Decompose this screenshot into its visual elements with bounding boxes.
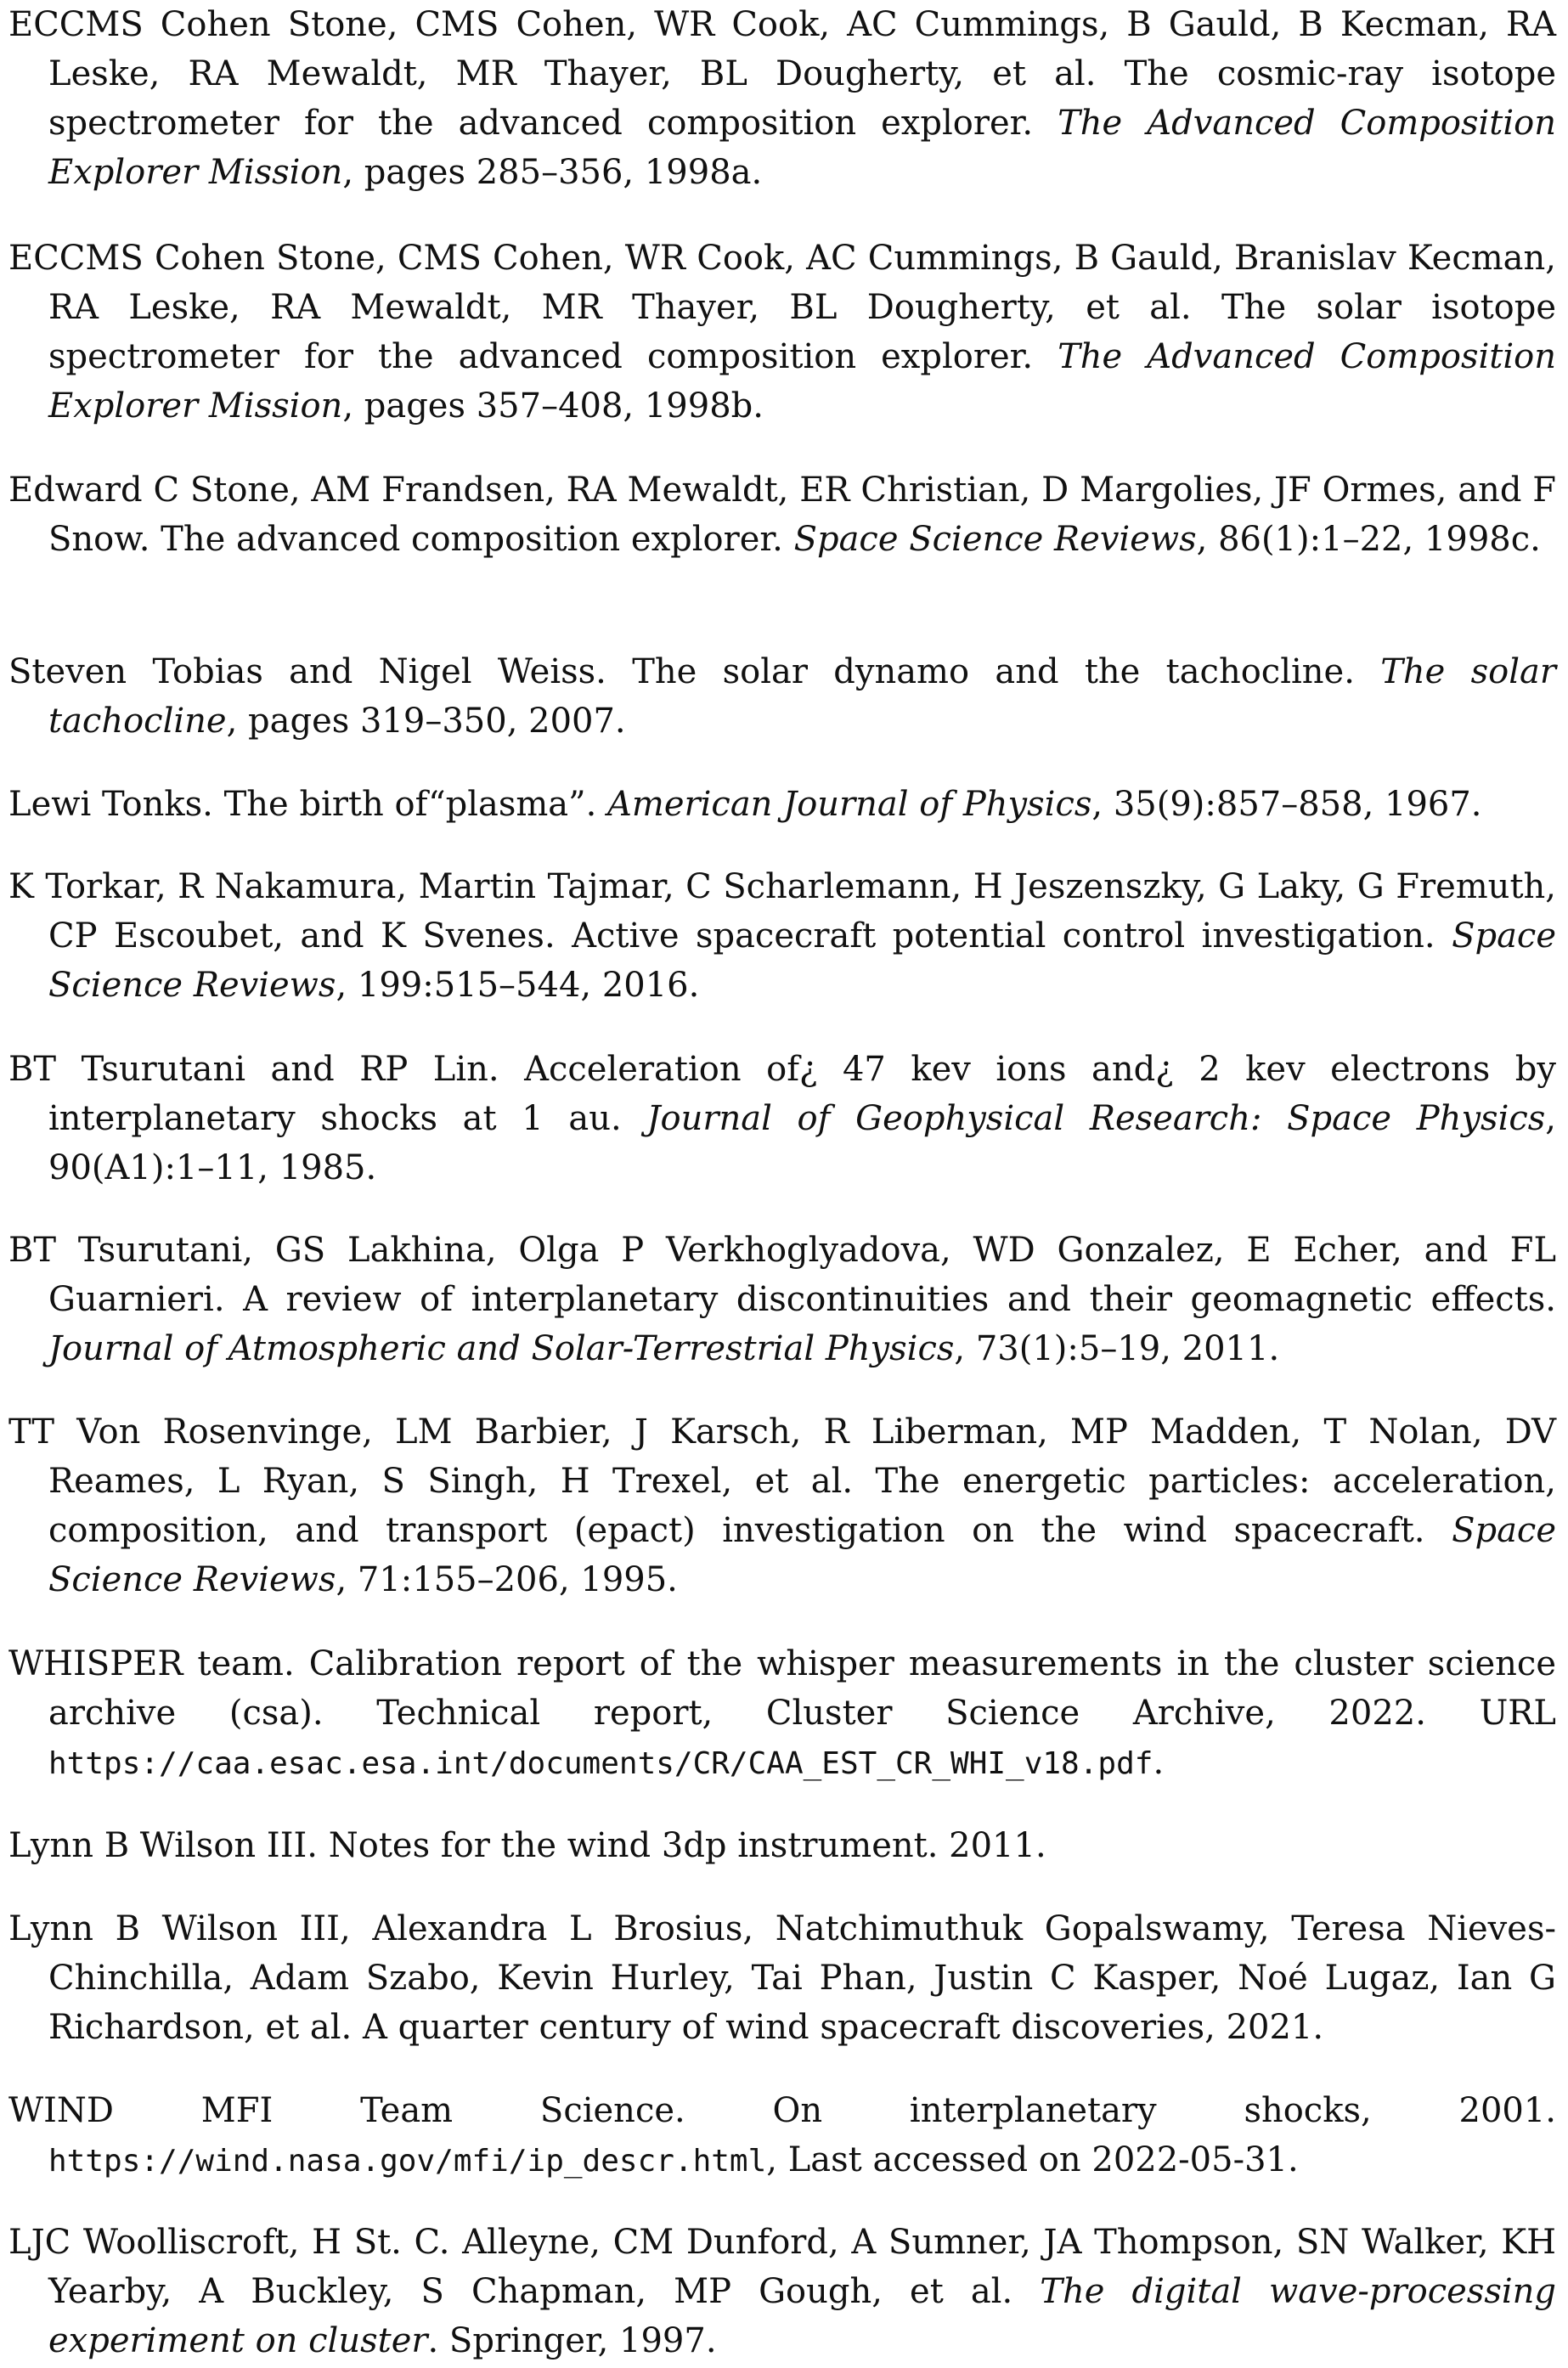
ref-venue: The digital wave-processing experiment on cluster xyxy=(48,2272,1557,2360)
reference-tsurutani1985 xyxy=(8,1045,1556,1192)
reference-tobias2007 xyxy=(8,647,1556,746)
ref-details: 2021. xyxy=(1215,2008,1324,2047)
ref-venue: Space Science Reviews xyxy=(48,1511,1557,1599)
reference-stone1998c xyxy=(8,465,1556,564)
ref-title: Acceleration of¿ 47 kev ions and¿ 2 kev electrons by interplanetary shocks at 1 au. xyxy=(48,1050,1556,1138)
ref-details: , 90(A1):1–11, 1985. xyxy=(48,1099,1557,1187)
reference-wilson2011 xyxy=(8,1821,1556,1870)
ref-title: The cosmic-ray isotope spectrometer for the advanced composition explorer. xyxy=(48,54,1557,143)
ref-details: , Last accessed on 2022-05-31. xyxy=(766,2140,1299,2179)
ref-authors: K Torkar, R Nakamura, Martin Tajmar, C Scharlemann, H Jeszenszky, G Laky, G Fremuth, CP Escoubet, and K Svenes. xyxy=(8,867,1556,956)
ref-title: Calibration report of the whisper measurements in the cluster science archive (csa). xyxy=(48,1644,1557,1733)
ref-details: . Springer, 1997. xyxy=(427,2321,717,2360)
reference-stone1998a xyxy=(8,0,1556,197)
ref-venue: American Journal of Physics xyxy=(607,785,1092,824)
ref-venue: The solar tachocline xyxy=(48,652,1556,741)
ref-authors: TT Von Rosenvinge, LM Barbier, J Karsch, R Liberman, MP Madden, T Nolan, DV Reames, L Ryan, S Singh, H Trexel, et al. xyxy=(8,1412,1556,1501)
ref-venue: Journal of Atmospheric and Solar-Terrestrial Physics xyxy=(48,1329,955,1368)
ref-authors: ECCMS Cohen Stone, CMS Cohen, WR Cook, AC Cummings, B Gauld, B Kecman, RA Leske, RA Mewaldt, MR Thayer, BL Dougherty, et al. xyxy=(8,5,1556,93)
reference-torkar2016 xyxy=(8,862,1556,1010)
ref-title: Active spacecraft potential control investigation. xyxy=(572,916,1435,956)
ref-details: , 35(9):857–858, 1967. xyxy=(1091,785,1482,824)
ref-details: , pages 357–408, 1998b. xyxy=(342,386,764,426)
ref-title: The solar dynamo and the tachocline. xyxy=(632,652,1355,691)
ref-authors: Lynn B Wilson III, Alexandra L Brosius, Natchimuthuk Gopalswamy, Teresa Nieves-Chinchilla, Adam Szabo, Kevin Hurley, Tai Phan, Justin C Kasper, Noé Lugaz, Ian G Richardson, et al. xyxy=(8,1909,1556,2047)
ref-authors: Lewi Tonks. xyxy=(8,785,213,824)
ref-authors: WIND MFI Team Science. xyxy=(8,2091,685,2130)
ref-url-link[interactable]: https://caa.esac.esa.int/documents/CR/CAA_EST_CR_WHI_v18.pdf xyxy=(48,1746,1153,1781)
reference-wilson2021 xyxy=(8,1904,1556,2052)
reference-woolliscroft1997 xyxy=(8,2218,1556,2365)
ref-title: On interplanetary shocks, 2001. xyxy=(772,2091,1557,2130)
reference-whisper2022 xyxy=(8,1639,1556,1789)
ref-venue: The Advanced Composition Explorer Mission xyxy=(48,337,1557,426)
ref-venue: The Advanced Composition Explorer Mission xyxy=(48,104,1557,192)
ref-details: , 199:515–544, 2016. xyxy=(336,966,700,1005)
reference-wind2001 xyxy=(8,2086,1556,2186)
ref-title: Notes for the wind 3dp instrument. xyxy=(328,1826,939,1865)
ref-venue: Journal of Geophysical Research: Space Physics xyxy=(646,1099,1546,1138)
ref-title: The birth of“plasma”. xyxy=(223,785,597,824)
ref-url-link[interactable]: https://wind.nasa.gov/mfi/ip_descr.html xyxy=(48,2144,767,2179)
reference-tsurutani2011 xyxy=(8,1226,1556,1373)
ref-venue: Space Science Reviews xyxy=(48,916,1556,1005)
ref-details: , 71:155–206, 1995. xyxy=(336,1560,678,1599)
ref-details: , pages 319–350, 2007. xyxy=(226,702,626,741)
ref-authors: Steven Tobias and Nigel Weiss. xyxy=(8,652,606,691)
ref-details: , 73(1):5–19, 2011. xyxy=(954,1329,1280,1368)
ref-details: 2011. xyxy=(938,1826,1046,1865)
ref-authors: BT Tsurutani and RP Lin. xyxy=(8,1050,499,1089)
ref-details: , pages 285–356, 1998a. xyxy=(342,153,763,192)
ref-title: The energetic particles: acceleration, composition, and transport (epact) investigation on the wind spacecraft. xyxy=(48,1462,1556,1550)
ref-authors: LJC Woolliscroft, H St. C. Alleyne, CM Dunford, A Sumner, JA Thompson, SN Walker, KH Yearby, A Buckley, S Chapman, MP Gough, et al. xyxy=(8,2223,1556,2311)
ref-authors: BT Tsurutani, GS Lakhina, Olga P Verkhoglyadova, WD Gonzalez, E Echer, and FL Guarnieri. xyxy=(8,1231,1556,1319)
ref-title: The advanced composition explorer. xyxy=(161,520,783,559)
reference-vonrosenvinge1995 xyxy=(8,1407,1556,1604)
ref-title: The solar isotope spectrometer for the advanced composition explorer. xyxy=(48,288,1557,376)
ref-authors: Edward C Stone, AM Frandsen, RA Mewaldt, ER Christian, D Margolies, JF Ormes, and F Snow. xyxy=(8,471,1556,559)
ref-authors: ECCMS Cohen Stone, CMS Cohen, WR Cook, AC Cummings, B Gauld, Branislav Kecman, RA Leske, RA Mewaldt, MR Thayer, BL Dougherty, et al. xyxy=(8,239,1556,327)
ref-venue: Space Science Reviews xyxy=(793,520,1197,559)
ref-plain: Technical report, Cluster Science Archive, 2022. URL xyxy=(323,1694,1556,1733)
reference-tonks1967 xyxy=(8,780,1556,829)
ref-authors: Lynn B Wilson III. xyxy=(8,1826,319,1865)
ref-details: , 86(1):1–22, 1998c. xyxy=(1196,520,1541,559)
ref-title: A review of interplanetary discontinuities and their geomagnetic effects. xyxy=(243,1280,1557,1319)
ref-title: A quarter century of wind spacecraft discoveries, xyxy=(362,2008,1215,2047)
ref-details: . xyxy=(1153,1743,1165,1782)
reference-stone1998b xyxy=(8,234,1556,431)
ref-authors: WHISPER team. xyxy=(8,1644,295,1683)
